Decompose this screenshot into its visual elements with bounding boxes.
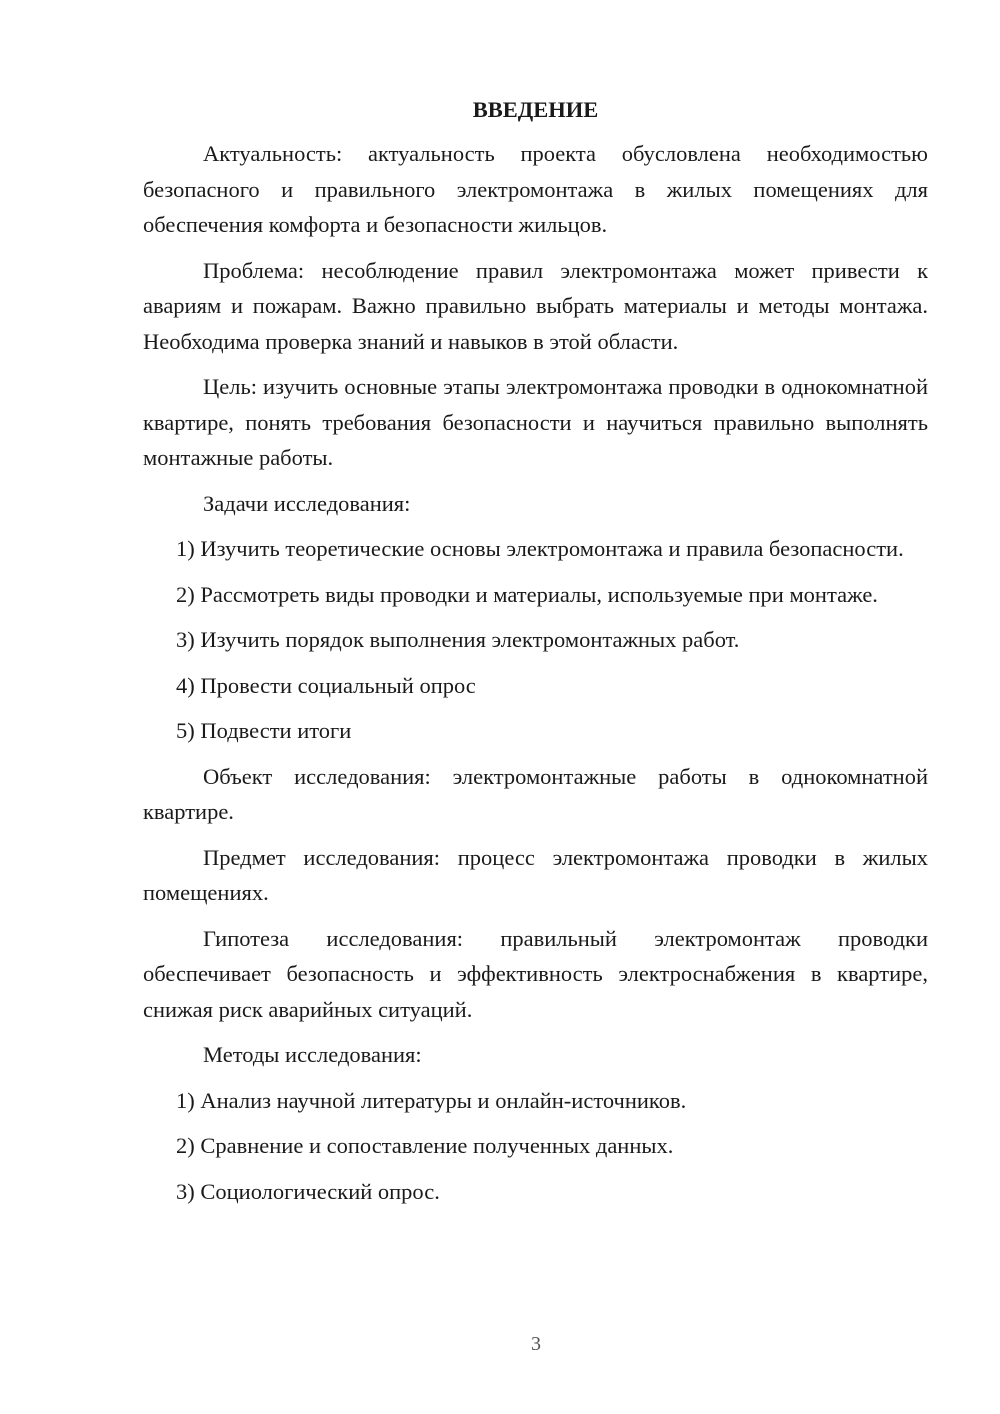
- subject-paragraph: Предмет исследования: процесс электромонтажа проводки в жилых помещениях.: [143, 844, 928, 905]
- method-item: 1) Анализ научной литературы и онлайн-источников.: [176, 1087, 687, 1113]
- task-item: 4) Провести социальный опрос: [176, 672, 476, 698]
- goal-paragraph: Цель: изучить основные этапы электромонтажа проводки в однокомнатной квартире, понять требования безопасности и научиться правильно выполнять монтажные работы.: [143, 374, 928, 470]
- task-item: 1) Изучить теоретические основы электромонтажа и правила безопасности.: [176, 536, 904, 561]
- section-title: ВВЕДЕНИЕ: [472, 97, 599, 122]
- task-item: 2) Рассмотреть виды проводки и материалы, используемые при монтаже.: [176, 581, 878, 607]
- task-item: 3) Изучить порядок выполнения электромонтажных работ.: [176, 627, 740, 652]
- method-item: 2) Сравнение и сопоставление полученных данных.: [176, 1133, 674, 1158]
- relevance-paragraph: Актуальность: актуальность проекта обусловлена необходимостью безопасного и правильного электромонтажа в жилых помещениях для обеспечения комфорта и безопасности жильцов.: [143, 141, 928, 237]
- tasks-heading: Задачи исследования:: [203, 490, 411, 516]
- method-item: 3) Социологический опрос.: [176, 1178, 440, 1204]
- object-paragraph: Объект исследования: электромонтажные работы в однокомнатной квартире.: [143, 763, 928, 824]
- problem-paragraph: Проблема: несоблюдение правил электромонтажа может привести к авариям и пожарам. Важно правильно выбрать материалы и методы монтажа. Необходима проверка знаний и навыков в этой области.: [143, 257, 928, 354]
- methods-heading: Методы исследования:: [203, 1042, 422, 1067]
- hypothesis-paragraph: Гипотеза исследования: правильный электромонтаж проводки обеспечивает безопасность и эффективность электроснабжения в квартире, снижая риск аварийных ситуаций.: [143, 925, 928, 1022]
- page-body: [143, 95, 928, 1219]
- page-number: 3: [531, 1333, 541, 1355]
- task-item: 5) Подвести итоги: [176, 718, 352, 743]
